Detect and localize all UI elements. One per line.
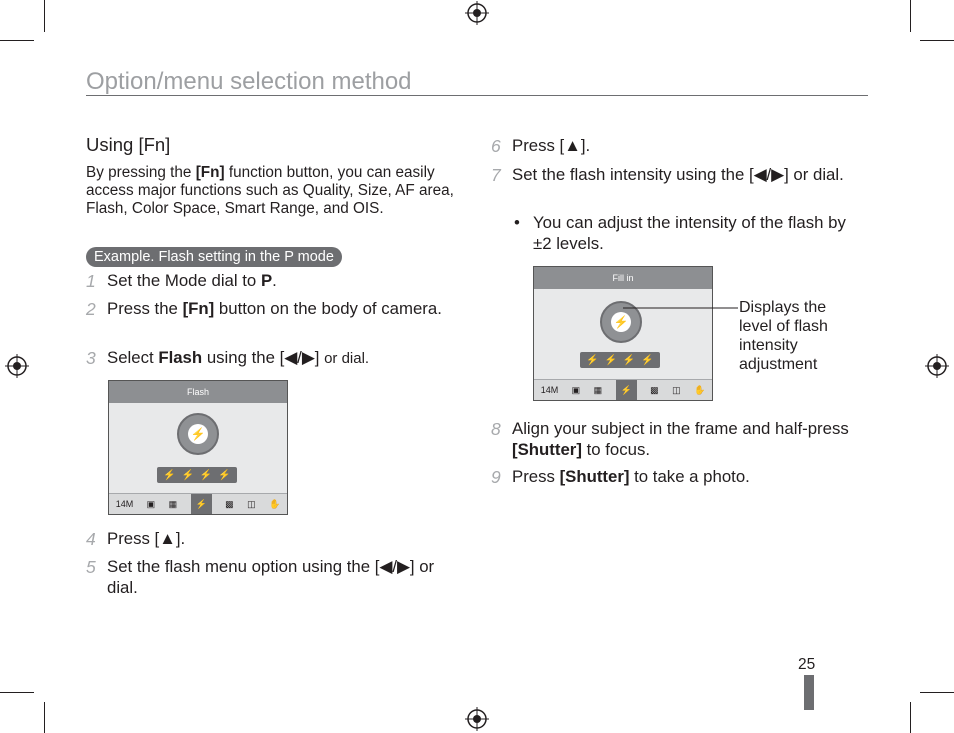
intro-key: [Fn] [195,164,225,181]
flash-option-icon: ⚡ [586,354,599,366]
step-3 [86,348,452,370]
crop-mark [44,702,45,733]
crop-mark [0,692,34,693]
step-text: button on the body of camera. [214,299,442,318]
crop-mark [910,0,911,32]
step-text: Align your subject in the frame and half-press [512,419,849,438]
flash-icon: ⚡ [611,312,631,332]
step-text: Set the flash intensity using the [◀/▶] or dial. [512,165,844,184]
callout-leader-line [620,300,740,316]
screen-label: Flash [109,381,287,403]
bullet-text: You can adjust the intensity of the flash by ±2 levels. [533,213,846,253]
size-label: 14M [540,385,559,395]
registration-mark-icon [925,354,949,378]
color-space-icon: ▩ [225,498,234,509]
page-number: 25 [798,656,816,673]
ois-icon: ✋ [269,498,281,509]
intro-text: function button, you can easily access major functions such as Quality, Size, AF area, Flash, Color Space, Smart Range, and OIS. [86,164,454,217]
flash-dial [177,413,219,455]
screen-body [109,403,287,494]
flash-option-icon: ⚡ [622,354,636,366]
flash-option-icon: ⚡ [163,469,176,481]
flash-option-icon: ⚡ [199,469,213,481]
step-key: [Fn] [182,299,215,318]
step-text: to focus. [581,439,651,459]
ois-icon: ✋ [694,384,706,395]
step-text: using the [◀/▶] [202,348,325,367]
quality-icon: ▣ [571,384,581,395]
crop-mark [910,702,911,733]
step-5 [86,557,457,598]
step-number: 8 [491,419,501,439]
af-area-icon: ▦ [593,384,603,395]
step-8 [491,419,857,460]
step-text: Press [▲]. [107,529,186,548]
screen-menu-bar [109,493,287,514]
section-heading: Using [Fn] [86,134,171,155]
intro-paragraph [86,164,458,217]
step-2 [86,299,452,320]
step-number: 1 [86,271,96,291]
intro-text: By pressing the [86,164,196,181]
step-text: Select [107,348,159,367]
flash-option-icon: ⚡ [181,469,194,481]
smart-range-icon: ◫ [672,384,681,395]
smart-range-icon: ◫ [247,498,256,509]
flash-icon: ⚡ [188,424,208,444]
step-key: P [260,271,273,290]
step-number: 9 [491,467,501,487]
flash-options [580,352,660,368]
page-title: Option/menu selection method [86,68,412,95]
screen-label: Fill in [534,267,712,289]
bullet-dot: • [514,213,520,232]
callout-text: Displays the level of flash intensity adjustment [739,299,828,373]
title-divider [86,95,868,96]
step-7 [491,165,857,186]
flash-selected-icon: ⚡ [191,494,212,514]
flash-option-icon: ⚡ [218,469,231,481]
step-text: Press [512,467,560,486]
step-key: [Shutter] [559,467,630,486]
registration-mark-icon [465,707,489,731]
flash-options [157,467,237,483]
step-number: 3 [86,348,96,368]
size-label: 14M [115,499,134,509]
page-tab-marker [804,675,814,710]
step-key: [Shutter] [512,439,582,459]
crop-mark [920,40,954,41]
step-text: to take a photo. [629,467,750,486]
crop-mark [0,40,34,41]
registration-mark-icon [5,354,29,378]
flash-option-icon: ⚡ [604,354,617,366]
step-key: Flash [158,348,203,367]
step-text: Set the flash menu option using the [◀/▶] or dial. [107,557,435,597]
step-number: 7 [491,165,501,185]
step-text: Press [▲]. [512,136,591,155]
flash-option-icon: ⚡ [641,354,654,366]
screen-menu-bar [534,379,712,400]
step-9 [491,467,857,488]
step-text: . [272,271,277,290]
example-label: Example. Flash setting in the P mode [86,247,342,267]
step-number: 4 [86,529,96,549]
step-4 [86,529,452,550]
menu-icons [534,380,712,400]
step-1 [86,271,452,292]
camera-screen-flash [108,380,288,515]
step-text: Press the [107,299,183,318]
step-text: or dial. [324,350,370,367]
bullet-item [514,213,863,254]
crop-mark [44,0,45,32]
camera-screen-fill-in [533,266,713,401]
quality-icon: ▣ [146,498,156,509]
crop-mark [920,692,954,693]
flash-selected-icon: ⚡ [616,380,637,400]
step-number: 2 [86,299,96,319]
step-text: Set the Mode dial to [107,271,261,290]
color-space-icon: ▩ [650,384,659,395]
step-6 [491,136,862,157]
menu-icons [109,494,287,514]
af-area-icon: ▦ [168,498,178,509]
registration-mark-icon [465,1,489,25]
step-number: 5 [86,557,96,577]
step-number: 6 [491,136,501,156]
